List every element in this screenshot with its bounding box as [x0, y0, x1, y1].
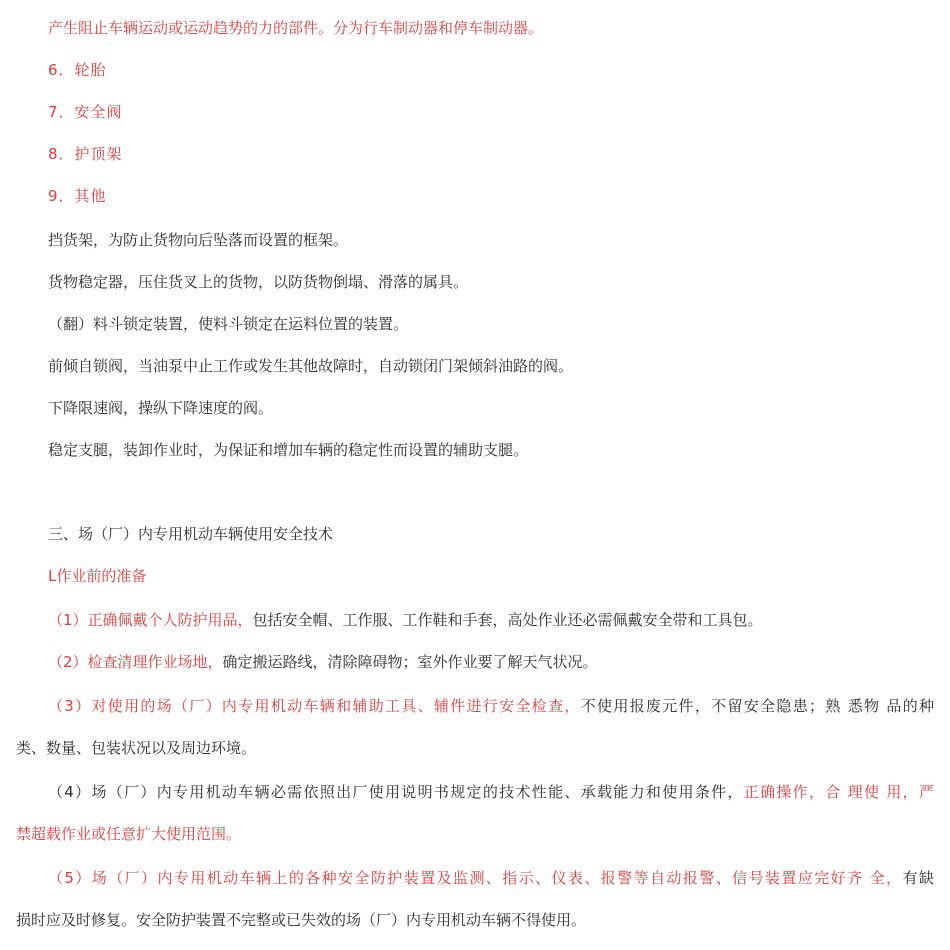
heading-safety-valve: 7．安全阀 [48, 103, 123, 121]
paragraph-load-backrest: 挡货架，为防止货物向后坠落而设置的框架。 [48, 231, 349, 249]
item-3-continuation: 类、数量、包装状况以及周边环境。 [16, 739, 257, 757]
paragraph-tilt-lock-valve: 前倾自锁阀，当油泵中止工作或发生其他故障时，自动锁闭门架倾斜油路的阀。 [48, 357, 574, 375]
item-5-continuation: 损时应及时修复。安全防护装置不完整或已失效的场（厂）内专用机动车辆不得使用。 [16, 911, 587, 929]
item-2-text: 确定搬运路线，清除障碍物；室外作业要了解天气状况。 [222, 653, 598, 671]
item-2-emphasis: （2）检查清理作业场地， [48, 653, 223, 671]
paragraph-brake-definition: 产生阻止车辆运动或运动趋势的力的部件。分为行车制动器和停车制动器。 [48, 19, 544, 37]
item-5-emphasis: （5）场（厂）内专用机动车辆上的各种安全防护装置及监测、指示、仪表、报警等自动报警、信号装置应完好齐 全， [48, 869, 903, 887]
item-2 [48, 652, 598, 672]
paragraph-hopper-lock: （翻）料斗锁定装置，使料斗锁定在运料位置的装置。 [48, 315, 409, 333]
heading-overhead-guard: 8．护顶架 [48, 145, 123, 163]
paragraph-load-stabilizer: 货物稳定器，压住货叉上的货物，以防货物倒塌、滑落的属具。 [48, 273, 469, 291]
subsection-title: L作业前的准备 [48, 567, 147, 585]
item-3 [48, 696, 934, 716]
item-4 [48, 782, 934, 802]
item-1-text: 包括安全帽、工作服、工作鞋和手套，高处作业还必需佩戴安全带和工具包。 [252, 611, 763, 629]
paragraph-lowering-valve: 下降限速阀，操纵下降速度的阀。 [48, 399, 274, 417]
item-4-continuation: 禁超载作业或任意扩大使用范围。 [16, 825, 242, 843]
item-1 [48, 610, 763, 630]
item-1-emphasis: （1）正确佩戴个人防护用品， [48, 611, 253, 629]
item-4-emphasis: 正确操作，合 理使 用，严 [743, 783, 934, 801]
section-title: 三、场（厂）内专用机动车辆使用安全技术 [48, 525, 334, 543]
item-3-emphasis: （3）对使用的场（厂）内专用机动车辆和辅助工具、辅件进行安全检查， [48, 697, 581, 715]
heading-other: 9．其他 [48, 187, 107, 205]
item-5 [48, 868, 934, 888]
heading-tire: 6．轮胎 [48, 61, 107, 79]
item-4-text: （4）场（厂）内专用机动车辆必需依照出厂使用说明书规定的技术性能、承载能力和使用条件， [48, 783, 744, 801]
item-5-text: 有缺 [902, 869, 934, 887]
item-3-text: 不使用报废元件，不留安全隐患；熟 悉物 品的种 [580, 697, 935, 715]
paragraph-stabilizer-leg: 稳定支腿，装卸作业时，为保证和增加车辆的稳定性而设置的辅助支腿。 [48, 441, 529, 459]
